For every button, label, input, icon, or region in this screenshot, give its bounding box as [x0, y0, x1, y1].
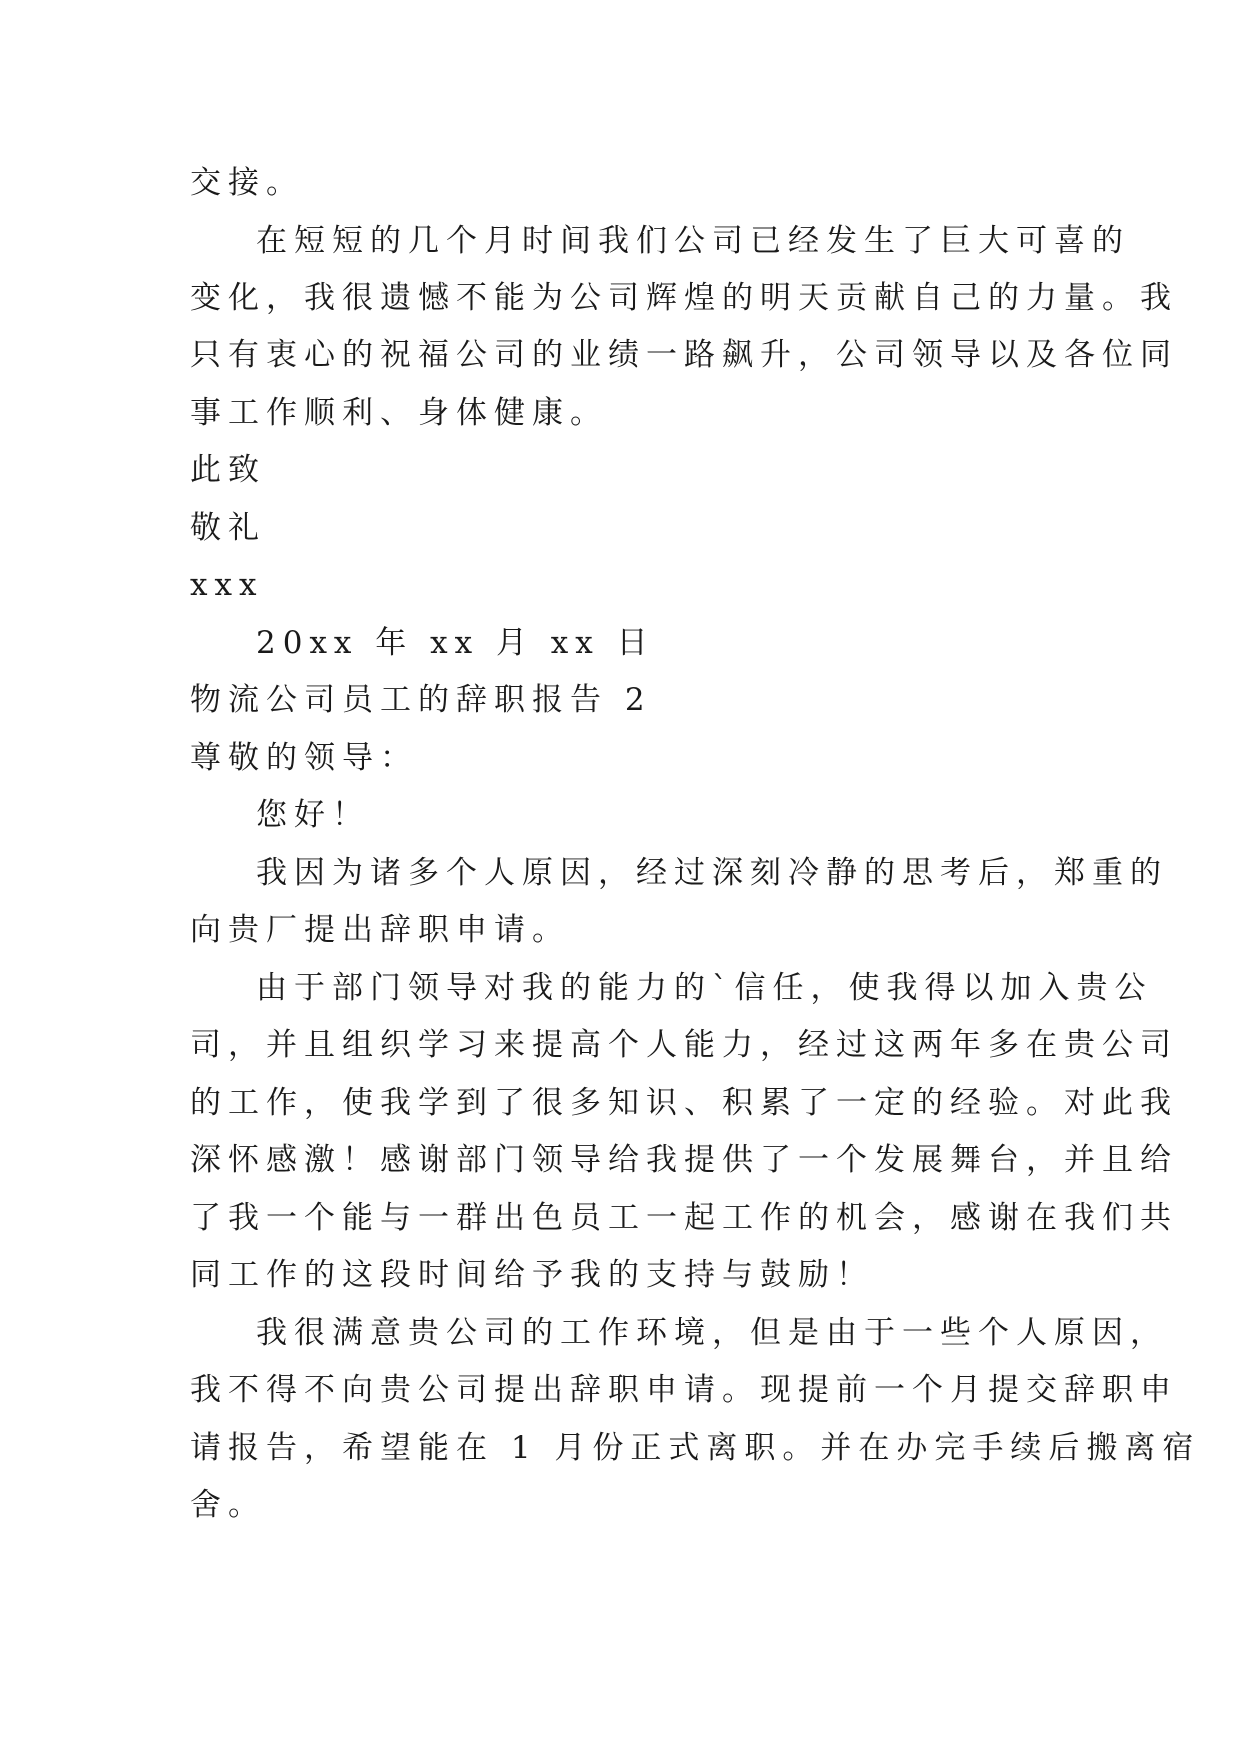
paragraph-line: 了我一个能与一群出色员工一起工作的机会，感谢在我们共 [190, 1200, 1178, 1236]
closing-line: 此致 [190, 452, 266, 488]
signature-date: 20xx 年 xx 月 xx 日 [256, 625, 655, 661]
closing-salutation: 敬礼 [190, 510, 266, 546]
paragraph-line: 在短短的几个月时间我们公司已经发生了巨大可喜的 [256, 223, 1130, 259]
paragraph-line: 深怀感激！感谢部门领导给我提供了一个发展舞台，并且给 [190, 1142, 1178, 1178]
salutation: 尊敬的领导： [190, 740, 418, 776]
paragraph-line: 变化，我很遗憾不能为公司辉煌的明天贡献自己的力量。我 [190, 280, 1178, 316]
section-title: 物流公司员工的辞职报告 2 [190, 682, 652, 718]
paragraph-line: 同工作的这段时间给予我的支持与鼓励！ [190, 1257, 874, 1293]
paragraph-line: 司，并且组织学习来提高个人能力，经过这两年多在贵公司 [190, 1027, 1178, 1063]
paragraph-line: 请报告，希望能在 1 月份正式离职。并在办完手续后搬离宿 [190, 1430, 1201, 1466]
paragraph-line: 我不得不向贵公司提出辞职申请。现提前一个月提交辞职申 [190, 1372, 1178, 1408]
signature-name: xxx [190, 567, 264, 603]
paragraph-line: 事工作顺利、身体健康。 [190, 395, 608, 431]
paragraph-line: 由于部门领导对我的能力的`信任，使我得以加入贵公 [256, 970, 1153, 1006]
paragraph-line: 交接。 [190, 165, 304, 201]
paragraph-line: 我很满意贵公司的工作环境，但是由于一些个人原因， [256, 1315, 1168, 1351]
paragraph-line: 只有衷心的祝福公司的业绩一路飙升，公司领导以及各位同 [190, 337, 1178, 373]
paragraph-line: 舍。 [190, 1487, 266, 1523]
paragraph-line: 我因为诸多个人原因，经过深刻冷静的思考后，郑重的 [256, 855, 1168, 891]
paragraph-line: 的工作，使我学到了很多知识、积累了一定的经验。对此我 [190, 1085, 1178, 1121]
paragraph-line: 向贵厂提出辞职申请。 [190, 912, 570, 948]
greeting: 您好！ [256, 797, 370, 833]
